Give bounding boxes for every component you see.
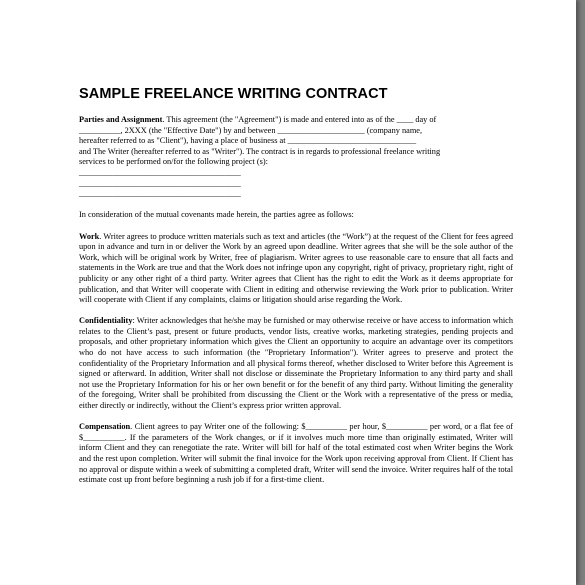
confidentiality-section	[79, 316, 513, 411]
parties-line-1: . This agreement (the "Agreement") is made and entered into as of the ____ day of	[162, 115, 437, 124]
work-section	[79, 232, 513, 306]
parties-section	[79, 115, 513, 200]
confidentiality-body: : Writer acknowledges that he/she may be furnished or may otherwise receive or have access to information which relates to the Client’s past, present or future products, vendor lists, creative works, marketing strategies, pending projects and proposals, and other proprietary information which gives the Client an opportunity to acquire an advantage over its competitors who do not have access to such information (the "Proprietary Information"). Writer agrees to preserve and protect the confidentiality of the Proprietary Information and all physical forms thereof, whether disclosed to Writer before this Agreement is signed or afterward. In addition, Writer shall not disclose or disseminate the Proprietary Information to any third party and shall not use the Proprietary Information for his or her own benefit or for the benefit of any third party. Without limiting the generality of the foregoing, Writer shall be prohibited from discussing the Client or the Work with a representative of the press or media, either directly or indirectly, without the Client’s express prior written approval.	[79, 316, 513, 411]
parties-heading: Parties and Assignment	[79, 115, 163, 124]
compensation-heading: Compensation	[79, 422, 131, 432]
parties-line-5: services to be performed on/for the following project (s):	[79, 157, 268, 167]
project-blank-line-2: _______________________________________	[79, 178, 241, 188]
parties-line-4: and The Writer (hereafter referred to as "Writer"). The contract is in regards to professional freelance writing	[79, 146, 441, 156]
confidentiality-heading: Confidentiality	[79, 316, 133, 326]
work-body: . Writer agrees to produce written materials such as text and articles (the “Work”) at the request of the Client for fees agreed upon in advance and turn in or deliver the Work by an agreed upon deadline. Writer agrees that she will be the sole author of the Work, which will be original work by Writer, free of plagiarism. Writer agrees to use reasonable care to ensure that all facts and statements in the Work are true and that the Work does not infringe upon any copyright, right of privacy, proprietary right, right of publicity or any other right of a third party. Writer agrees that Client has the right to edit the Work as it deems appropriate for publication, and that Writer will cooperate with Client in editing and otherwise reviewing the Work prior to publication. Writer will cooperate with Client if any complaints, claims or litigation should arise regarding the Work.	[79, 231, 513, 305]
compensation-section	[79, 422, 513, 486]
compensation-body: . Client agrees to pay Writer one of the following: $__________ per hour, $__________ per word, or a flat fee of $__________. If the parameters of the Work changes, or if it involves much more time than originally estimated, Writer will inform Client and they can renegotiate the rate. Writer will bill for half of the total estimated cost when Writer begins the Work and the rest upon completion. Writer will submit the final invoice for the Work upon receiving approval from Client. If Client has no approval or dispute within a week of submitting a completed draft, Writer will send the invoice. Writer requires half of the total estimate cost up front before beginning a rush job if for a first-time client.	[79, 422, 513, 485]
consideration-text: In consideration of the mutual covenants made herein, the parties agree as follows:	[79, 210, 354, 220]
parties-line-3: hereafter referred to as "Client"), having a place of business at _______________________________	[79, 136, 417, 146]
work-heading: Work	[79, 231, 100, 241]
project-blank-line-3: _______________________________________	[79, 189, 241, 199]
project-blank-line-1: _______________________________________	[79, 167, 241, 177]
document-content	[79, 86, 513, 496]
document-title: SAMPLE FREELANCE WRITING CONTRACT	[79, 86, 388, 102]
parties-line-2: __________, 2XXX (the "Effective Date") by and between _____________________ (company name,	[79, 125, 423, 135]
